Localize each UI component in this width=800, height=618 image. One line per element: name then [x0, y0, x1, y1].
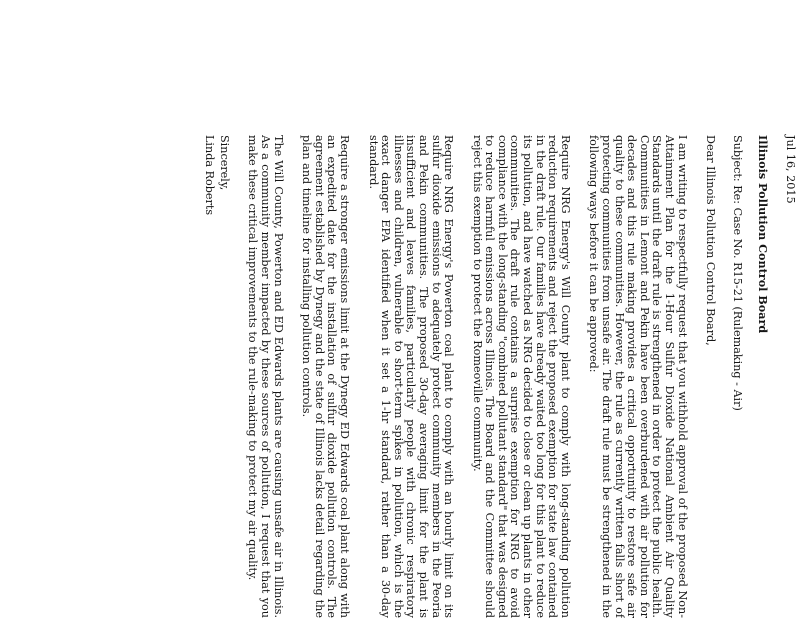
paragraph-text: Require a stronger emissions limit at the Dynegy ED Edwards coal plant along with an expedited date for the installation of sulfur dioxide pollution controls. The agreement established by Dynegy and the state of Illinois lacks detail regarding the plan and timeline for installing pollution controls.: [300, 135, 351, 618]
paragraph-text: I am writing to respectfully request that you withhold approval of the proposed Non-Attainment Plan for the 1-Hour Sulfur Dioxide National Ambient Air Quality Standards until the draft rule is strengthened in order to protect the public health. Communities in Lemont and Pekin have been overburdened with air pollution for decades and this rule making provides a critical opportunity to restore safe air quality to these communities. However, the rule as currently written falls short of protecting communities from unsafe air. The draft rule must be strengthened in the following ways before it can be approved:: [587, 135, 689, 618]
recipient-line: Illinois Pollution Control Board: [756, 135, 771, 334]
paragraph-intro: [587, 135, 688, 618]
signature-name: Linda Roberts: [203, 135, 217, 216]
paragraph-will-county: [470, 135, 571, 618]
paragraph-text: The Will County, Powerton and ED Edwards plants are causing unsafe air in Illinois. As a community member impacted by these sources of pollution, I request that you make these critical improvements to the rule-making to protect my air quality.: [246, 135, 285, 618]
paragraph-text: Require NRG Energy's Will County plant to comply with long-standing pollution reduction requirements and reject the proposed exemption for state law contained in the draft rule. Our families have already waited too long for this plant to reduce its pollution, and have watched as NRG decided to close or clean up plants in other communities. The draft rule contains a surprise exemption for NRG to avoid compliance with the long-standing "combined pollutant standard" that was designed to reduce harmful emissions across Illinois. The Board and the Committee should reject this exemption to protect the Romeoville community.: [470, 135, 572, 618]
closing: Sincerely,: [217, 135, 231, 191]
salutation: Dear Illinois Pollution Control Board,: [704, 135, 718, 346]
subject-line: Subject: Re: Case No. R15-21 (Rulemaking - Air): [730, 135, 744, 411]
paragraph-conclusion: [246, 135, 284, 618]
paragraph-ed-edwards: [300, 135, 350, 618]
letter-date: Jul 16, 2015: [784, 135, 797, 204]
letter-body: [0, 124, 800, 618]
paragraph-text: Require NRG Energy's Powerton coal plant to comply with an hourly limit on its sulfur dioxide emissions to adequately protect community members in the Peoria and Pekin communities. The proposed 30-day averaging limit for the plant is insufficient and leaves families, particularly people with chronic respiratory illnesses and children, vulnerable to short-term spikes in pollution, which is the exact danger EPA identified when it set a 1-hr standard, rather than a 30-day standard.: [366, 135, 456, 618]
paragraph-powerton: [366, 135, 454, 618]
